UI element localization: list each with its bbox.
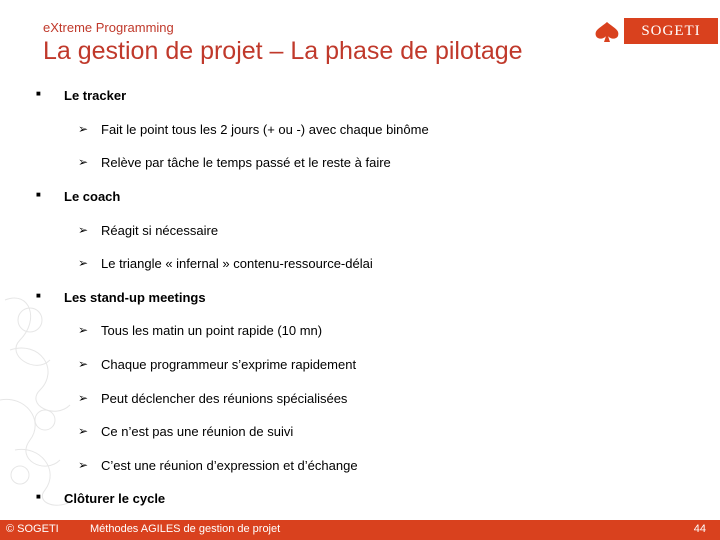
- footer-title: Méthodes AGILES de gestion de projet: [90, 523, 281, 535]
- arrow-bullet-icon: ➢: [78, 458, 89, 472]
- section-heading: Clôturer le cycle: [64, 491, 166, 506]
- arrow-bullet-icon: ➢: [78, 391, 89, 405]
- arrow-bullet-icon: ➢: [78, 256, 89, 270]
- slide-title: La gestion de projet – La phase de pilotage: [43, 37, 523, 65]
- arrow-bullet-icon: ➢: [78, 424, 89, 438]
- section-heading: Le coach: [64, 189, 121, 204]
- footer-copyright: © SOGETI: [6, 523, 59, 535]
- arrow-bullet-icon: ➢: [78, 357, 89, 371]
- section-heading: Les stand-up meetings: [64, 290, 206, 305]
- square-bullet-icon: ■: [36, 89, 41, 98]
- arrow-bullet-icon: ➢: [78, 155, 89, 169]
- logo-wordmark: SOGETI: [624, 18, 718, 44]
- square-bullet-icon: ■: [36, 190, 41, 199]
- arrow-bullet-icon: ➢: [78, 323, 89, 337]
- arrow-bullet-icon: ➢: [78, 122, 89, 136]
- square-bullet-icon: ■: [36, 492, 41, 501]
- arrow-bullet-icon: ➢: [78, 223, 89, 237]
- footer-bar: [0, 520, 720, 540]
- page-number: 44: [693, 523, 706, 535]
- slide-subtitle: eXtreme Programming: [43, 20, 174, 35]
- section-heading: Le tracker: [64, 88, 127, 103]
- square-bullet-icon: ■: [36, 291, 41, 300]
- slide-content: ■ Le tracker ➢ Fait le point tous les 2 jours (+ ou -) avec chaque binôme ➢ Relève par tâche le temps passé et le reste à faire ■ Le coach ➢ Réagit si nécessaire ➢ Le triangle « infernal » contenu-ressource-délai ■ Les stand-up meetings ➢ Tous les matin un point rapide (10 mn) ➢ Chaque programmeur s’exprime rapidement ➢ Peut déclencher des réunions spécialisées ➢ Ce n’est pas une réunion de suivi ➢ C’est une réunion d’expression et d’échange ■ Clôturer le cycle: [36, 88, 429, 506]
